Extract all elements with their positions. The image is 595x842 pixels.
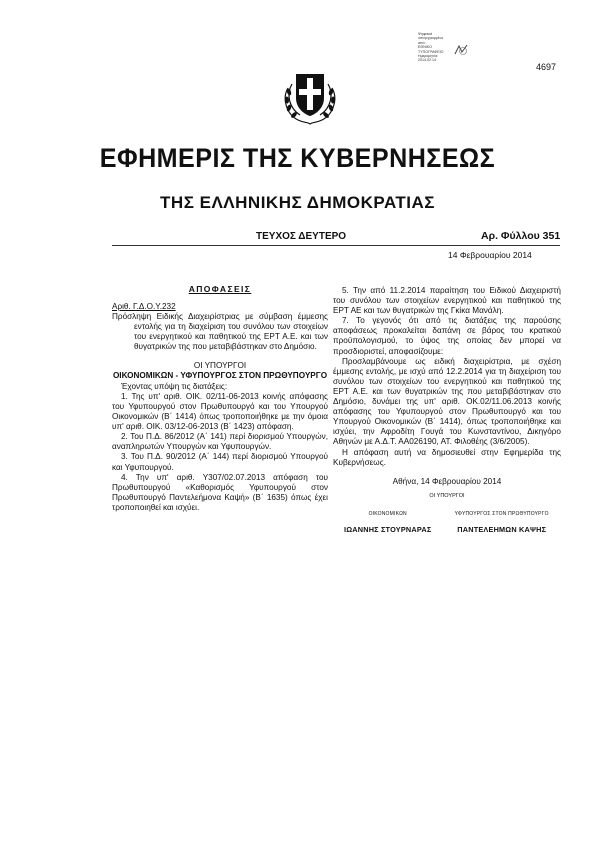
paragraph: 2. Του Π.Δ. 86/2012 (Α΄ 141) περί διορισμού Υπουργών, αναπληρωτών Υπουργών και Υφυπουργών. — [112, 432, 328, 452]
stamp-line: ΕΘΝΙΚΟ — [418, 45, 432, 50]
signature-title-right: ΥΦΥΠΟΥΡΓΟΣ ΣΤΟΝ ΠΡΩΘΥΠΟΥΡΓΟ — [454, 510, 549, 517]
decision-reference: Αριθ. Γ.Δ.Ο.Υ.232 — [112, 302, 176, 312]
right-column — [333, 286, 561, 535]
signature-titles — [333, 509, 561, 519]
header-divider — [112, 245, 560, 246]
paragraph: Η απόφαση αυτή να δημοσιευθεί στην Εφημερίδα της Κυβερνήσεως. — [333, 447, 561, 467]
page-number: 4697 — [536, 62, 557, 72]
sheet-number: Αρ. Φύλλου 351 — [481, 230, 561, 242]
signature-names — [333, 525, 561, 535]
ministers-heading: ΟΙ ΥΠΟΥΡΓΟΙ — [193, 360, 247, 370]
section-heading: ΑΠΟΦΑΣΕΙΣ — [188, 284, 252, 294]
paragraph: 5. Την από 11.2.2014 παραίτηση του Ειδικού Διαχειριστή του συνόλου των στοιχείων ενεργητικού και παθητικού της ΕΡΤ ΑΕ και των θυγατρικών της Γκίκα Μανάλη. — [333, 286, 561, 316]
signatories-heading: ΟΙ ΥΠΟΥΡΓΟΙ — [429, 492, 465, 499]
issue-date: 14 Φεβρουαρίου 2014 — [448, 250, 532, 260]
paragraph: 1. Της υπ' αριθ. ΟΙΚ. 02/11-06-2013 κοινής απόφασης του Υφυπουργού στον Πρωθυπουργό και του Υπουργού Οικονομικών (Β΄ 1414) όπως τροποποιήθηκε με την όμοια υπ' αριθ. ΟΙΚ. 03/12-06-2013 (Β΄ 1423) απόφαση. — [112, 391, 328, 432]
stamp-line: υπογεγραμμένο — [418, 36, 444, 41]
paragraph: 7. Το γεγονός ότι από τις διατάξεις της παρούσης αποφάσεως προκαλείται δαπάνη σε βάρος του κρατικού προϋπολογισμού, το ύψος της οποίας δεν μπορεί να προσδιοριστεί, αποφασίζουμε: — [333, 316, 561, 356]
paragraph: Προσλαμβάνουμε ως ειδική διαχειρίστρια, με σχέση έμμεσης εντολής, με ισχύ από 12.2.2014 για τη διαχείριση του συνόλου των στοιχείων του ενεργητικού και παθητικού της ΕΡΤ Α.Ε. και των θυγατρικών της που μεταβιβάστηκαν στο Δημόσιο, δυνάμει της υπ' αριθ. ΟΚ.02/11.06.2013 κοινής απόφασης του Υφυπουργού στον Πρωθυπουργό και του Υπουργού Οικονομικών (Β΄ 1414), όπως τροποποιήθηκε και ισχύει, την Αφροδίτη Γουγά του Κωνσταντίνου, Δικηγόρο Αθηνών με Α.Δ.Τ. ΑΑ026190, ΑΤ. Φιλοθέης (3/6/2005). — [333, 356, 561, 447]
stamp-line: Ημερομηνία: — [418, 54, 439, 59]
gazette-subtitle: ΤΗΣ ΕΛΛΗΝΙΚΗΣ ΔΗΜΟΚΡΑΤΙΑΣ — [160, 193, 435, 212]
signature-title-left: ΟΙΚΟΝΟΜΙΚΩΝ — [368, 510, 407, 517]
signatory-name-left: ΙΩΑΝΝΗΣ ΣΤΟΥΡΝΑΡΑΣ — [344, 524, 432, 534]
signatory-name-right: ΠΑΝΤΕΛΕΗΜΩΝ ΚΑΨΗΣ — [457, 524, 547, 534]
paragraph: 4. Την υπ' αριθ. Υ307/02.07.2013 απόφαση του Πρωθυπουργού «Καθορισμός Υφυπουργού στον Πρωθυπουργό Παντελεήμονα Καψή» (Β΄ 1635) όπως έχει τροποποιηθεί και ισχύει. — [112, 472, 328, 512]
stamp-line: ΤΥΠΟΓΡΑΦΕΙΟ — [418, 49, 444, 54]
paragraph: Έχοντας υπόψη τις διατάξεις: — [121, 381, 228, 391]
paragraph: 3. Του Π.Δ. 90/2012 (Α΄ 144) περί διορισμού Υπουργού και Υφυπουργού. — [112, 452, 328, 472]
place-date: Αθήνα, 14 Φεβρουαρίου 2014 — [392, 476, 502, 486]
signature-mark-icon — [454, 44, 468, 56]
stamp-line: από: — [418, 40, 426, 45]
stamp-line: Ψηφιακά — [418, 32, 433, 36]
left-column — [112, 284, 328, 513]
digital-signature-stamp — [418, 32, 470, 63]
ministries-heading: ΟΙΚΟΝΟΜΙΚΩΝ - ΥΦΥΠΟΥΡΓΟΣ ΣΤΟΝ ΠΡΩΘΥΠΟΥΡΓΟ — [112, 370, 328, 380]
decision-subject: Πρόσληψη Ειδικής Διαχειρίστριας με σύμβαση έμμεσης εντολής για τη διαχείριση του συνόλου των στοιχείων του ενεργητικού και παθητικού της ΕΡΤ Α.Ε. και των θυγατρικών της που μεταβιβάστηκαν στο Δημόσιο. — [112, 312, 328, 352]
greek-coat-of-arms-icon — [278, 58, 342, 126]
gazette-title: ΕΦΗΜΕΡΙΣ ΤΗΣ ΚΥΒΕΡΝΗΣΕΩΣ — [99, 143, 496, 173]
issue-label: ΤΕΥΧΟΣ ΔΕΥΤΕΡΟ — [256, 231, 347, 242]
stamp-line: 2014.02.14 — [418, 58, 436, 63]
